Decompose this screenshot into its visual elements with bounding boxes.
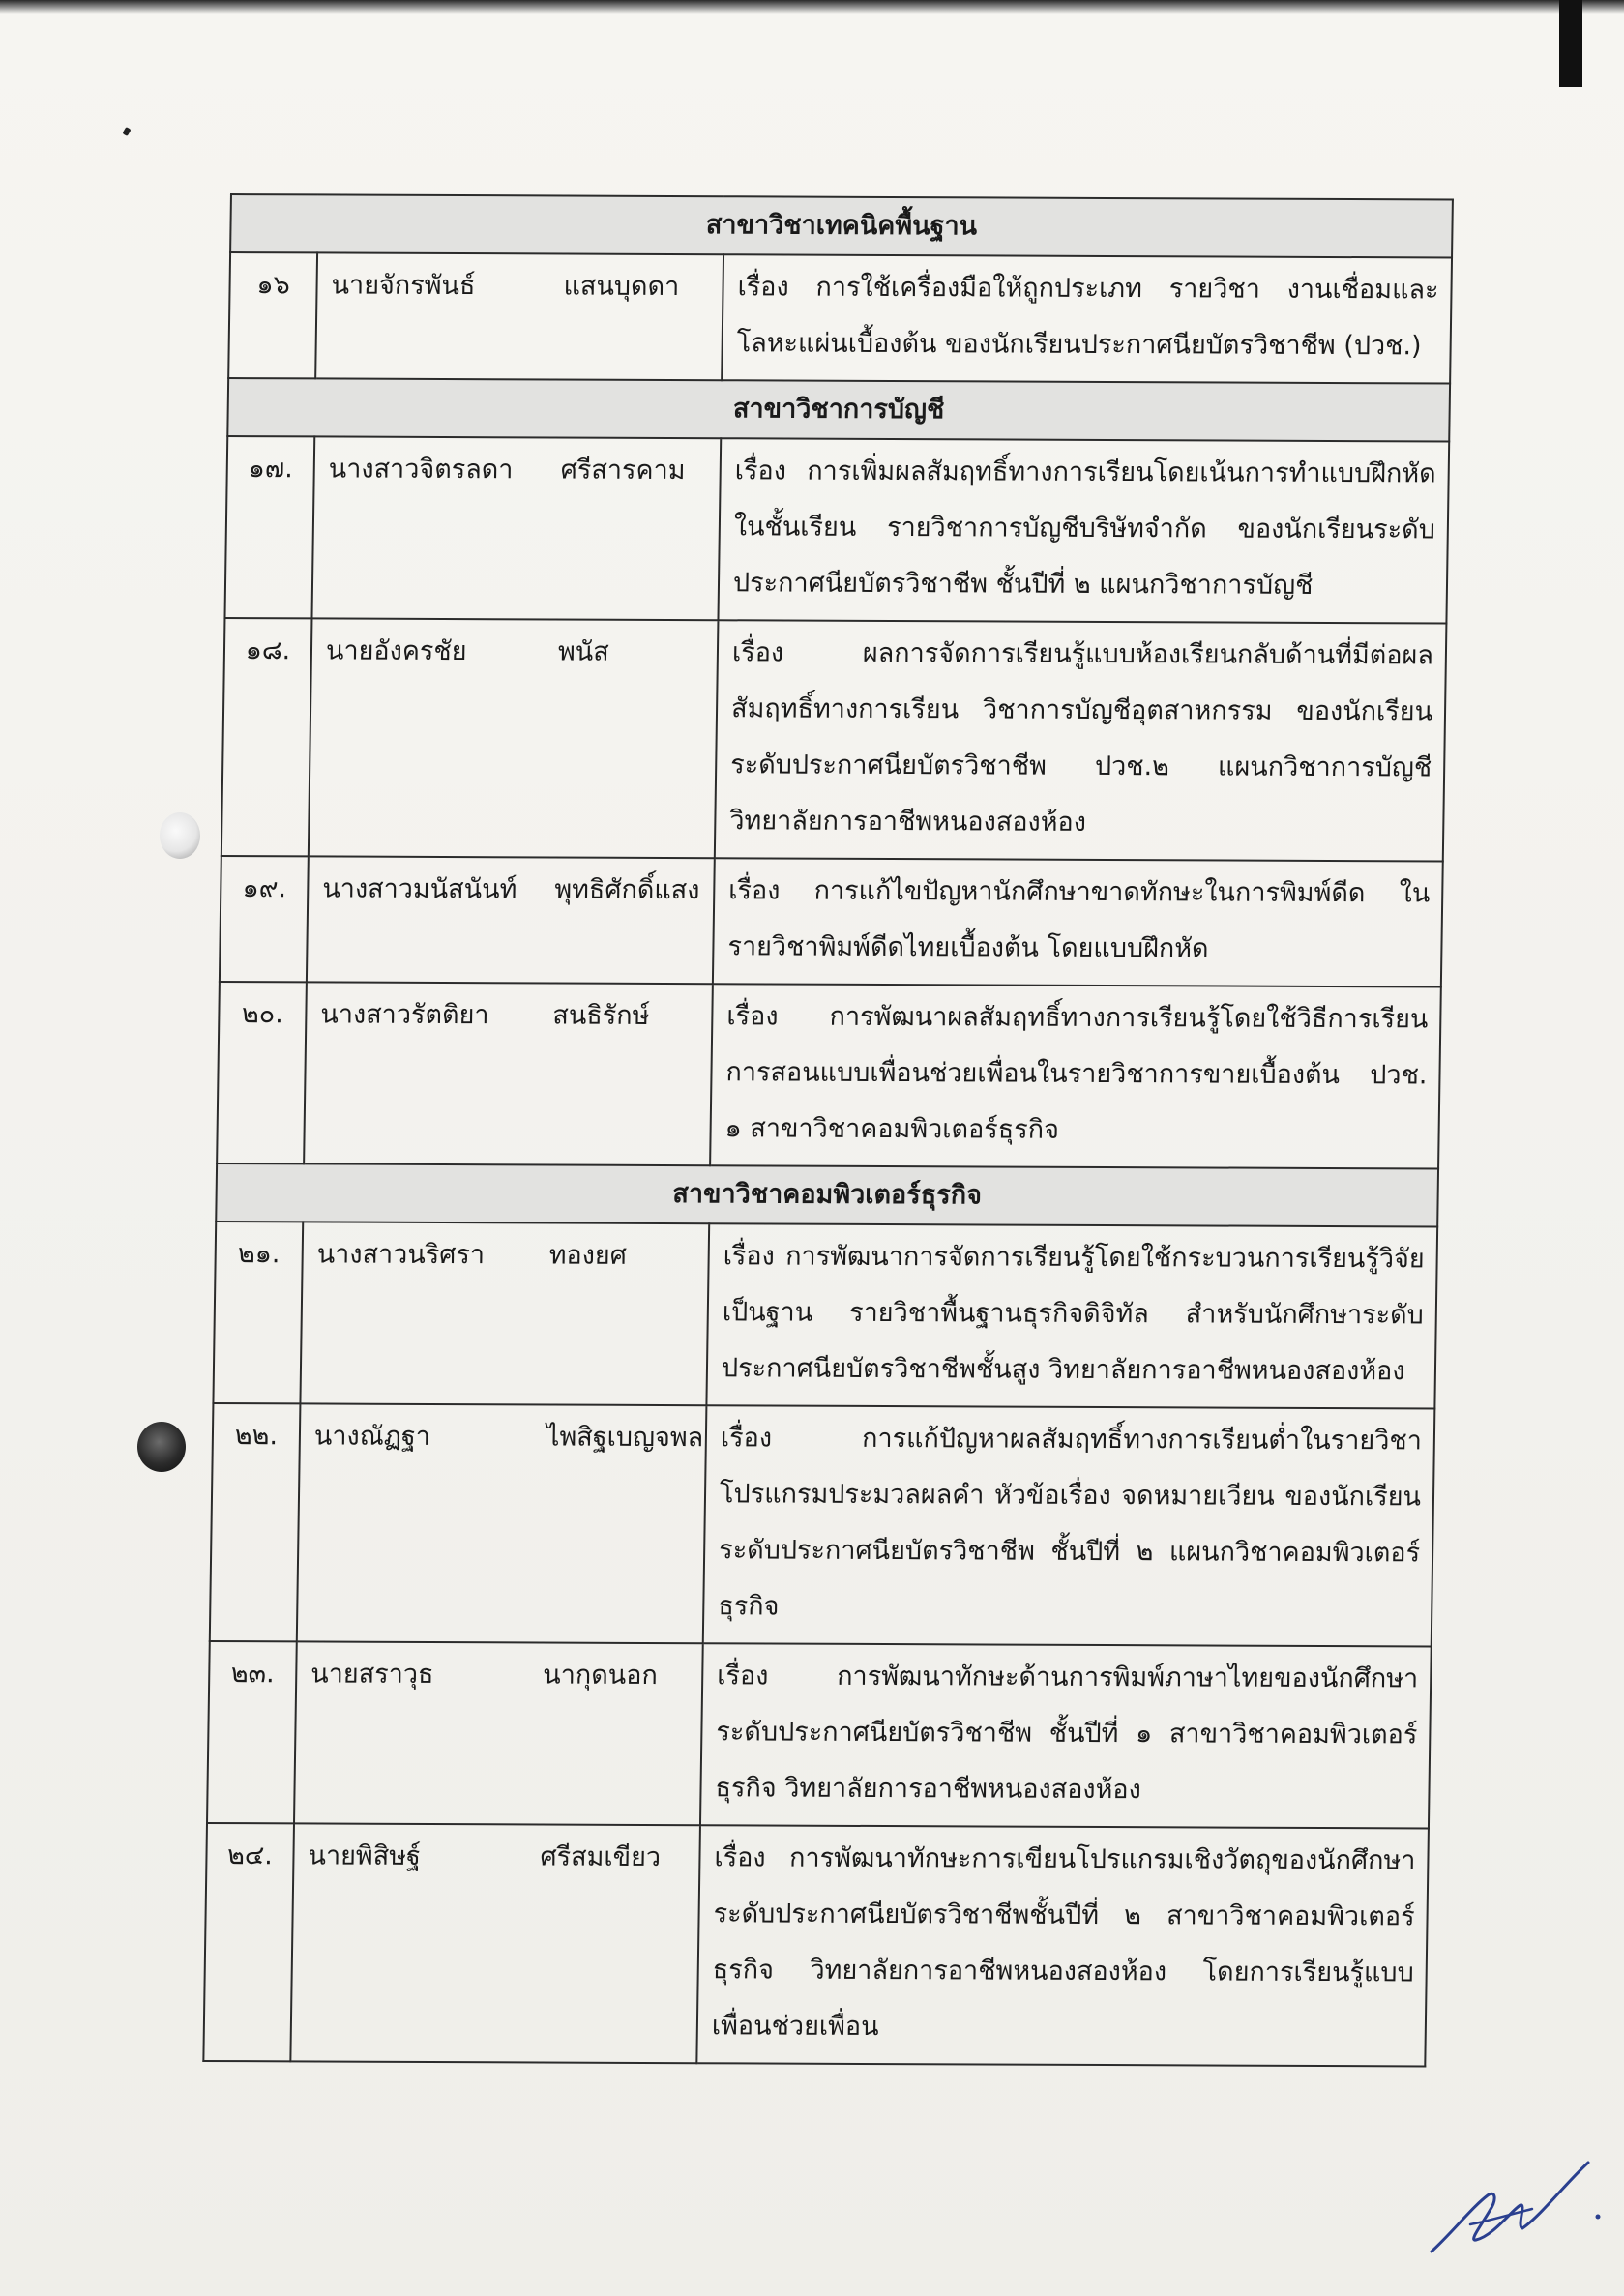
section-title: สาขาวิชาคอมพิวเตอร์ธุรกิจ <box>216 1163 1438 1227</box>
entry-number: ๑๖ <box>228 252 317 378</box>
punch-hole <box>137 1422 186 1472</box>
table-row <box>207 1641 1432 1829</box>
research-topic: เรื่อง การเพิ่มผลสัมฤทธิ์ทางการเรียนโดยเน้นการทำแบบฝึกหัดในชั้นเรียน รายวิชาการบัญชีบริษัทจำกัด ของนักเรียนระดับประกาศนียบัตรวิชาชีพ ชั้นปีที่ ๒ แผนกวิชาการบัญชี <box>718 438 1449 623</box>
section-header-row <box>230 194 1453 258</box>
teacher-name-cell <box>300 1222 709 1405</box>
scan-top-edge <box>0 0 1624 14</box>
teacher-last-name: ศรีสมเขียว <box>540 1841 662 1873</box>
research-topic: เรื่อง การพัฒนาทักษะด้านการพิมพ์ภาษาไทยของนักศึกษาระดับประกาศนียบัตรวิชาชีพ ชั้นปีที่ ๑ สาขาวิชาคอมพิวเตอร์ธุรกิจ วิทยาลัยการอาชีพหนองสองห้อง <box>700 1643 1432 1828</box>
scan-speck <box>122 127 131 136</box>
section-header-row <box>227 378 1450 442</box>
teacher-first-name: นายจักรพันธ์ <box>331 270 476 302</box>
section-header-row <box>216 1163 1438 1227</box>
teacher-last-name: ทองยศ <box>548 1240 628 1271</box>
table-row <box>217 982 1441 1169</box>
research-topic: เรื่อง การพัฒนาผลสัมฤทธิ์ทางการเรียนรู้โดยใช้วิธีการเรียนการสอนแบบเพื่อนช่วยเพื่อนในรายวิชาการขายเบื้องต้น ปวช. ๑ สาขาวิชาคอมพิวเตอร์ธุรกิจ <box>710 984 1441 1168</box>
entry-number: ๑๙. <box>220 856 309 982</box>
teacher-last-name: สนธิรักษ์ <box>552 1000 650 1031</box>
punch-hole <box>160 812 200 859</box>
teacher-last-name: ไพสิฐเบญจพล <box>546 1422 704 1454</box>
teacher-first-name: นางสาวนริศรา <box>316 1239 486 1271</box>
table-row <box>220 856 1443 987</box>
teacher-first-name: นางณัฏฐา <box>313 1421 431 1452</box>
entry-number: ๒๔. <box>203 1823 294 2061</box>
entry-number: ๒๒. <box>210 1403 301 1641</box>
table-body <box>203 194 1453 2066</box>
entry-number: ๑๘. <box>221 618 312 856</box>
teacher-name-cell <box>290 1823 700 2063</box>
research-topic: เรื่อง ผลการจัดการเรียนรู้แบบห้องเรียนกลับด้านที่มีต่อผลสัมฤทธิ์ทางการเรียน วิชาการบัญชีอุตสาหกรรม ของนักเรียนระดับประกาศนียบัตรวิชาชีพ ปวช.๒ แผนกวิชาการบัญชี วิทยาลัยการอาชีพหนองสองห้อง <box>715 620 1447 861</box>
teacher-first-name: นางสาวจิตรลดา <box>328 454 514 486</box>
entry-number: ๒๐. <box>217 982 307 1163</box>
teacher-last-name: นากุดนอก <box>543 1660 659 1692</box>
section-title: สาขาวิชาเทคนิคพื้นฐาน <box>230 194 1453 258</box>
research-topic: เรื่อง การแก้ปัญหาผลสัมฤทธิ์ทางการเรียนต่ำในรายวิชาโปรแกรมประมวลผลคำ หัวข้อเรื่อง จดหมายเวียน ของนักเรียนระดับประกาศนียบัตรวิชาชีพ ชั้นปีที่ ๒ แผนกวิชาคอมพิวเตอร์ธุรกิจ <box>703 1405 1435 1646</box>
research-topic: เรื่อง การแก้ไขปัญหานักศึกษาขาดทักษะในการพิมพ์ดีด ในรายวิชาพิมพ์ดีดไทยเบื้องต้น โดยแบบฝึกหัด <box>713 858 1443 986</box>
teacher-name-cell <box>304 982 713 1165</box>
teacher-name-cell <box>311 436 721 620</box>
entry-number: ๒๑. <box>213 1222 303 1403</box>
teacher-first-name: นางสาวมนัสนันท์ <box>322 873 517 905</box>
research-topic: เรื่อง การใช้เครื่องมือให้ถูกประเภท รายวิชา งานเชื่อมและโลหะแผ่นเบื้องต้น ของนักเรียนประกาศนียบัตรวิชาชีพ (ปวช.) <box>722 254 1452 383</box>
table-row <box>224 436 1449 624</box>
teacher-first-name: นายพิสิษฐ์ <box>308 1840 422 1871</box>
scanner-edge-mark <box>1559 0 1582 87</box>
entry-number: ๑๗. <box>224 436 314 618</box>
table-row <box>221 618 1447 862</box>
teacher-last-name: แสนบุดดา <box>563 271 680 303</box>
teacher-first-name: นายสราวุธ <box>310 1659 434 1691</box>
handwritten-signature <box>1412 2128 1606 2263</box>
table-row <box>203 1823 1429 2067</box>
entry-number: ๒๓. <box>207 1641 297 1823</box>
teacher-last-name: พุทธิศักดิ์แสง <box>554 874 700 906</box>
section-title: สาขาวิชาการบัญชี <box>227 378 1450 442</box>
teacher-name-cell <box>294 1641 703 1825</box>
teacher-name-cell <box>315 252 723 380</box>
teacher-last-name: พนัส <box>557 636 609 667</box>
teacher-name-cell <box>297 1403 707 1643</box>
teacher-first-name: นางสาวรัตติยา <box>320 999 489 1031</box>
table-row <box>228 252 1452 384</box>
research-topic: เรื่อง การพัฒนาการจัดการเรียนรู้โดยใช้กระบวนการเรียนรู้วิจัยเป็นฐาน รายวิชาพื้นฐานธุรกิจดิจิทัล สำหรับนักศึกษาระดับประกาศนียบัตรวิชาชีพชั้นสูง วิทยาลัยการอาชีพหนองสองห้อง <box>706 1223 1437 1408</box>
teacher-last-name: ศรีสารคาม <box>560 455 686 486</box>
table-row <box>210 1403 1435 1647</box>
teacher-name-cell <box>307 856 715 984</box>
research-topic: เรื่อง การพัฒนาทักษะการเขียนโปรแกรมเชิงวัตถุของนักศึกษาระดับประกาศนียบัตรวิชาชีพชั้นปีที่ ๒ สาขาวิชาคอมพิวเตอร์ธุรกิจ วิทยาลัยการอาชีพหนองสองห้อง โดยการเรียนรู้แบบเพื่อนช่วยเพื่อน <box>696 1825 1429 2066</box>
table-row <box>213 1222 1437 1409</box>
teacher-research-table <box>202 193 1454 2068</box>
teacher-first-name: นายอังครชัย <box>325 635 467 667</box>
teacher-name-cell <box>309 618 719 858</box>
